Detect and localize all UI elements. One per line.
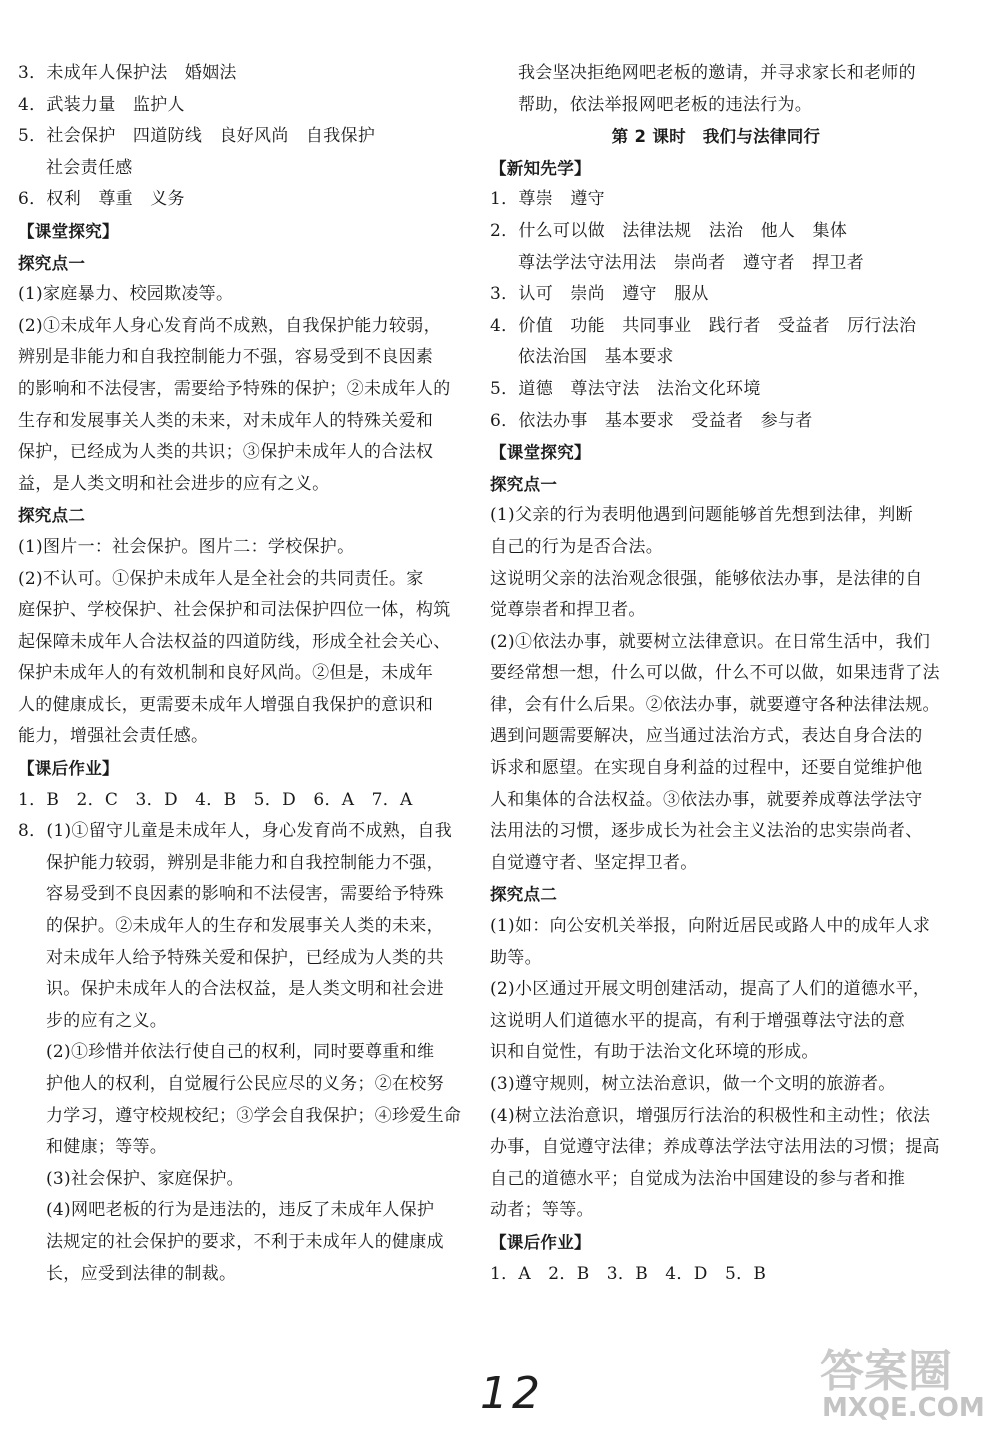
answer-line: 1．B 2．C 3．D 4．B 5．D 6．A 7．A bbox=[18, 789, 413, 810]
section-heading: 探究点一 bbox=[490, 474, 558, 494]
answer-line: (1)父亲的行为表明他遇到问题能够首先想到法律，判断 bbox=[490, 505, 913, 526]
answer-line: 护他人的权利，自觉履行公民应尽的义务；②在校努 bbox=[46, 1074, 444, 1094]
answer-line: 步的应有之义。 bbox=[46, 1010, 168, 1031]
answer-line: 4．武装力量 监护人 bbox=[18, 94, 185, 115]
answer-line: 生存和发展事关人类的未来，对未成年人的特殊关爱和 bbox=[18, 410, 434, 431]
answer-line: 识和自觉性，有助于法治文化环境的形成。 bbox=[490, 1042, 819, 1063]
answer-line: 这说明人们道德水平的提高，有利于增强尊法守法的意 bbox=[490, 1010, 906, 1031]
answer-line: 依法治国 基本要求 bbox=[518, 347, 674, 368]
answer-line: 法规定的社会保护的要求，不利于未成年人的健康成 bbox=[46, 1231, 444, 1252]
answer-line: 助等。 bbox=[490, 947, 542, 968]
answer-line: 这说明父亲的法治观念很强，能够依法办事，是法律的自 bbox=[490, 568, 923, 589]
answer-line: 起保障未成年人合法权益的四道防线，形成全社会关心、 bbox=[18, 631, 451, 652]
section-heading: 【课堂探究】 bbox=[490, 443, 591, 463]
section-heading: 【课后作业】 bbox=[490, 1232, 591, 1252]
answer-line: 的保护。②未成年人的生存和发展事关人类的未来， bbox=[46, 916, 444, 937]
answer-line: 保护，已经成为人类的共识；③保护未成年人的合法权 bbox=[18, 442, 434, 463]
answer-line: 的影响和不法侵害，需要给予特殊的保护；②未成年人的 bbox=[18, 378, 451, 399]
answer-line: 自觉遵守者、坚定捍卫者。 bbox=[490, 852, 698, 873]
answer-line: 诉求和愿望。在实现自身利益的过程中，还要自觉维护他 bbox=[490, 758, 923, 779]
answer-line: 要经常想一想，什么可以做，什么不可以做，如果违背了法 bbox=[490, 663, 940, 684]
answer-line: (1)家庭暴力、校园欺凌等。 bbox=[18, 284, 234, 305]
watermark-en: MXQE.COM bbox=[822, 1393, 985, 1423]
section-heading: 【课堂探究】 bbox=[18, 221, 119, 241]
answer-line: 保护能力较弱，辨别是非能力和自我控制能力不强， bbox=[46, 852, 444, 873]
answer-line: 1．尊崇 遵守 bbox=[490, 189, 605, 210]
answer-line: 4．价值 功能 共同事业 践行者 受益者 厉行法治 bbox=[490, 315, 917, 336]
answer-line: 5．道德 尊法守法 法治文化环境 bbox=[490, 378, 761, 399]
answer-line: (4)网吧老板的行为是违法的，违反了未成年人保护 bbox=[46, 1200, 435, 1221]
answer-line: 动者；等等。 bbox=[490, 1200, 594, 1221]
left-column bbox=[18, 58, 468, 1290]
watermark-cn: 答案圈 bbox=[820, 1346, 952, 1397]
answer-line: 法用法的习惯，逐步成长为社会主义法治的忠实崇尚者、 bbox=[490, 821, 923, 842]
answer-line: 识。保护未成年人的合法权益，是人类文明和社会进 bbox=[46, 979, 444, 1000]
answer-line: 辨别是非能力和自我控制能力不强，容易受到不良因素 bbox=[18, 347, 434, 368]
answer-line: 社会责任感 bbox=[46, 157, 133, 178]
answer-line: 长，应受到法律的制裁。 bbox=[46, 1263, 237, 1284]
section-heading: 【课后作业】 bbox=[18, 759, 119, 779]
answer-line: (1)图片一：社会保护。图片二：学校保护。 bbox=[18, 536, 355, 557]
answer-line: 1．A 2．B 3．B 4．D 5．B bbox=[490, 1263, 767, 1284]
answer-line: 2．什么可以做 法律法规 法治 他人 集体 bbox=[490, 220, 848, 241]
section-heading: 探究点二 bbox=[490, 885, 558, 905]
answer-line: 8．(1)①留守儿童是未成年人，身心发育尚不成熟，自我 bbox=[18, 821, 452, 842]
section-heading: 【新知先学】 bbox=[490, 158, 591, 178]
answer-line: (4)树立法治意识，增强厉行法治的积极性和主动性；依法 bbox=[490, 1105, 931, 1126]
answer-line: (2)①珍惜并依法行使自己的权利，同时要尊重和维 bbox=[46, 1042, 435, 1063]
answer-line: (3)遵守规则，树立法治意识，做一个文明的旅游者。 bbox=[490, 1074, 896, 1094]
answer-line: 益，是人类文明和社会进步的应有之义。 bbox=[18, 473, 330, 494]
watermark-logo bbox=[820, 1335, 990, 1435]
section-heading: 探究点一 bbox=[18, 253, 86, 273]
answer-line: 6．权利 尊重 义务 bbox=[18, 189, 185, 210]
right-column bbox=[490, 58, 942, 1290]
answer-line: 5．社会保护 四道防线 良好风尚 自我保护 bbox=[18, 126, 376, 147]
answer-line: 力学习，遵守校规校纪；③学会自我保护；④珍爱生命 bbox=[46, 1105, 462, 1126]
answer-line: 自己的行为是否合法。 bbox=[490, 536, 663, 557]
answer-line: (2)①未成年人身心发育尚不成熟，自我保护能力较弱， bbox=[18, 315, 441, 336]
answer-line: 人的健康成长，更需要未成年人增强自我保护的意识和 bbox=[18, 694, 434, 715]
answer-line: (2)①依法办事，就要树立法律意识。在日常生活中，我们 bbox=[490, 631, 931, 652]
answer-line: 保护未成年人的有效机制和良好风尚。②但是，未成年 bbox=[18, 663, 434, 684]
answer-line: 3．认可 崇尚 遵守 服从 bbox=[490, 284, 709, 305]
answer-line: 自己的道德水平；自觉成为法治中国建设的参与者和推 bbox=[490, 1168, 906, 1189]
answer-line: 容易受到不良因素的影响和不法侵害，需要给予特殊 bbox=[46, 884, 444, 905]
section-heading: 探究点二 bbox=[18, 506, 86, 526]
answer-line: 人和集体的合法权益。③依法办事，就要养成尊法学法守 bbox=[490, 789, 923, 810]
answer-line: 我会坚决拒绝网吧老板的邀请，并寻求家长和老师的 bbox=[518, 63, 916, 83]
page-number: 12 bbox=[480, 1368, 544, 1419]
answer-line: 3．未成年人保护法 婚姻法 bbox=[18, 63, 237, 83]
answer-line: (3)社会保护、家庭保护。 bbox=[46, 1168, 244, 1189]
answer-line: 和健康；等等。 bbox=[46, 1137, 168, 1158]
answer-line: 6．依法办事 基本要求 受益者 参与者 bbox=[490, 410, 813, 431]
answer-line: 能力，增强社会责任感。 bbox=[18, 726, 209, 747]
answer-line: 律，会有什么后果。②依法办事，就要遵守各种法律法规。 bbox=[490, 694, 940, 715]
answer-line: (2)小区通过开展文明创建活动，提高了人们的道德水平， bbox=[490, 979, 931, 1000]
answer-line: 办事，自觉遵守法律；养成尊法学法守法用法的习惯；提高 bbox=[490, 1137, 940, 1158]
answer-line: 觉尊崇者和捍卫者。 bbox=[490, 600, 646, 621]
answer-line: (2)不认可。①保护未成年人是全社会的共同责任。家 bbox=[18, 568, 424, 589]
answer-line: (1)如：向公安机关举报，向附近居民或路人中的成年人求 bbox=[490, 916, 931, 937]
answer-line: 帮助，依法举报网吧老板的违法行为。 bbox=[518, 94, 813, 115]
answer-line: 尊法学法守法用法 崇尚者 遵守者 捍卫者 bbox=[518, 252, 864, 273]
answer-line: 遇到问题需要解决，应当通过法治方式，表达自身合法的 bbox=[490, 726, 923, 747]
answer-line: 庭保护、学校保护、社会保护和司法保护四位一体，构筑 bbox=[18, 600, 451, 621]
answer-line: 对未成年人给予特殊关爱和保护，已经成为人类的共 bbox=[46, 947, 444, 968]
section-heading: 第 2 课时 我们与法律同行 bbox=[611, 127, 821, 147]
